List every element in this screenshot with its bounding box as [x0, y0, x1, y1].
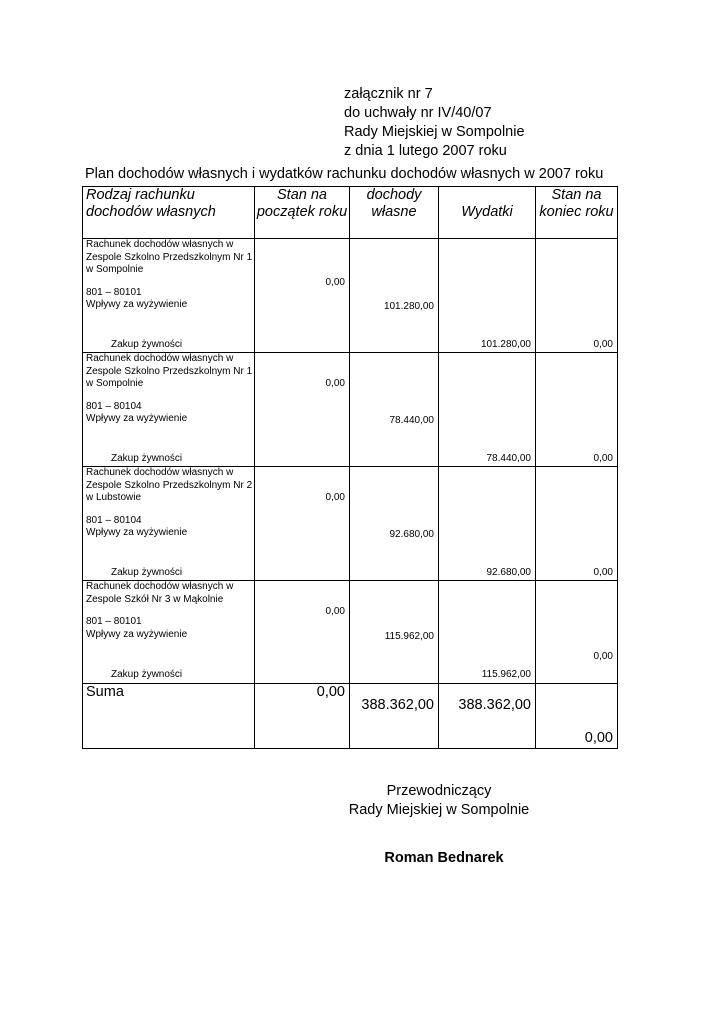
sum-expense-cell [439, 684, 536, 749]
signature-block [344, 782, 534, 820]
resolution-date: z dnia 1 lutego 2007 roku [344, 143, 507, 159]
plan-title: Plan dochodów własnych i wydatków rachunku dochodów własnych w 2007 roku [85, 166, 604, 182]
account-name: Rachunek dochodów własnych w Zespole Szkolno Przedszkolnym Nr 2 w Lubstowie [86, 467, 253, 503]
sum-end-value: 0,00 [584, 730, 613, 746]
table-row [83, 467, 618, 581]
table-row [83, 353, 618, 467]
start-balance-value: 0,00 [325, 277, 345, 288]
sum-expense-value: 388.362,00 [458, 697, 531, 713]
sum-end-cell [536, 684, 618, 749]
signatory-name: Roman Bednarek [384, 850, 504, 866]
income-value: 101.280,00 [383, 301, 434, 312]
table-row [83, 239, 618, 353]
account-cell [83, 353, 255, 467]
attachment-number: załącznik nr 7 [344, 86, 433, 102]
expense-cell [439, 581, 536, 684]
header-start-balance: Stan na początek roku [255, 187, 350, 239]
end-balance-cell [536, 239, 618, 353]
income-cell [350, 239, 439, 353]
table-header-row [83, 187, 618, 239]
header-own-income: dochody własne [350, 187, 439, 239]
sum-income-value: 388.362,00 [361, 697, 434, 713]
start-balance-value: 0,00 [325, 606, 345, 617]
end-balance-cell [536, 467, 618, 581]
expense-label: Zakup żywności [111, 453, 183, 464]
end-balance-cell [536, 353, 618, 467]
account-name: Rachunek dochodów własnych w Zespole Szkolno Przedszkolnym Nr 1 w Sompolnie [86, 353, 253, 389]
budget-code: 801 – 80101 [86, 286, 142, 298]
resolution-number: do uchwały nr IV/40/07 [344, 105, 492, 121]
expense-label: Zakup żywności [111, 669, 183, 680]
income-value: 115.962,00 [384, 631, 434, 642]
income-cell [350, 581, 439, 684]
end-balance-value: 0,00 [593, 567, 613, 578]
sum-start-value: 0,00 [316, 684, 345, 700]
expense-value: 92.680,00 [486, 567, 531, 578]
header-expenses: Wydatki [439, 187, 536, 239]
expense-cell [439, 239, 536, 353]
expense-value: 115.962,00 [481, 669, 531, 680]
budget-code: 801 – 80101 [86, 616, 142, 627]
income-label: Wpływy za wyżywienie [86, 413, 188, 424]
account-cell [83, 239, 255, 353]
start-balance-cell [255, 581, 350, 684]
account-cell [83, 581, 255, 684]
income-value: 92.680,00 [389, 529, 434, 540]
expense-cell [439, 467, 536, 581]
sum-income-cell [350, 684, 439, 749]
expense-value: 78.440,00 [486, 453, 531, 464]
account-name: Rachunek dochodów własnych w Zespole Szkół Nr 3 w Mąkolnie [86, 581, 234, 605]
budget-table [82, 186, 618, 749]
sum-label-cell [83, 684, 255, 749]
signatory-council: Rady Miejskiej w Sompolnie [348, 802, 530, 818]
account-cell [83, 467, 255, 581]
income-label: Wpływy za wyżywienie [86, 299, 188, 310]
expense-label: Zakup żywności [111, 567, 183, 578]
income-label: Wpływy za wyżywienie [86, 527, 188, 538]
budget-code: 801 – 80104 [86, 400, 142, 412]
sum-start-cell [255, 684, 350, 749]
header-end-balance: Stan na koniec roku [536, 187, 618, 239]
document-header [344, 85, 525, 161]
end-balance-value: 0,00 [593, 651, 613, 662]
start-balance-cell [255, 467, 350, 581]
budget-code: 801 – 80104 [86, 514, 142, 526]
expense-label: Zakup żywności [111, 339, 183, 350]
council-name: Rady Miejskiej w Sompolnie [344, 124, 525, 140]
income-cell [350, 467, 439, 581]
header-account-type: Rodzaj rachunku dochodów własnych [83, 187, 255, 239]
income-value: 78.440,00 [389, 415, 434, 426]
end-balance-value: 0,00 [593, 453, 613, 464]
start-balance-value: 0,00 [325, 378, 345, 389]
expense-value: 101.280,00 [480, 339, 531, 350]
start-balance-value: 0,00 [325, 492, 345, 503]
signatory-title: Przewodniczący [386, 783, 492, 799]
expense-cell [439, 353, 536, 467]
sum-label: Suma [86, 684, 124, 700]
table-row [83, 581, 618, 684]
end-balance-cell [536, 581, 618, 684]
account-name: Rachunek dochodów własnych w Zespole Szkolno Przedszkolnym Nr 1 w Sompolnie [86, 239, 253, 275]
end-balance-value: 0,00 [593, 339, 613, 350]
start-balance-cell [255, 353, 350, 467]
start-balance-cell [255, 239, 350, 353]
sum-row [83, 684, 618, 749]
income-label: Wpływy za wyżywienie [86, 628, 188, 640]
income-cell [350, 353, 439, 467]
